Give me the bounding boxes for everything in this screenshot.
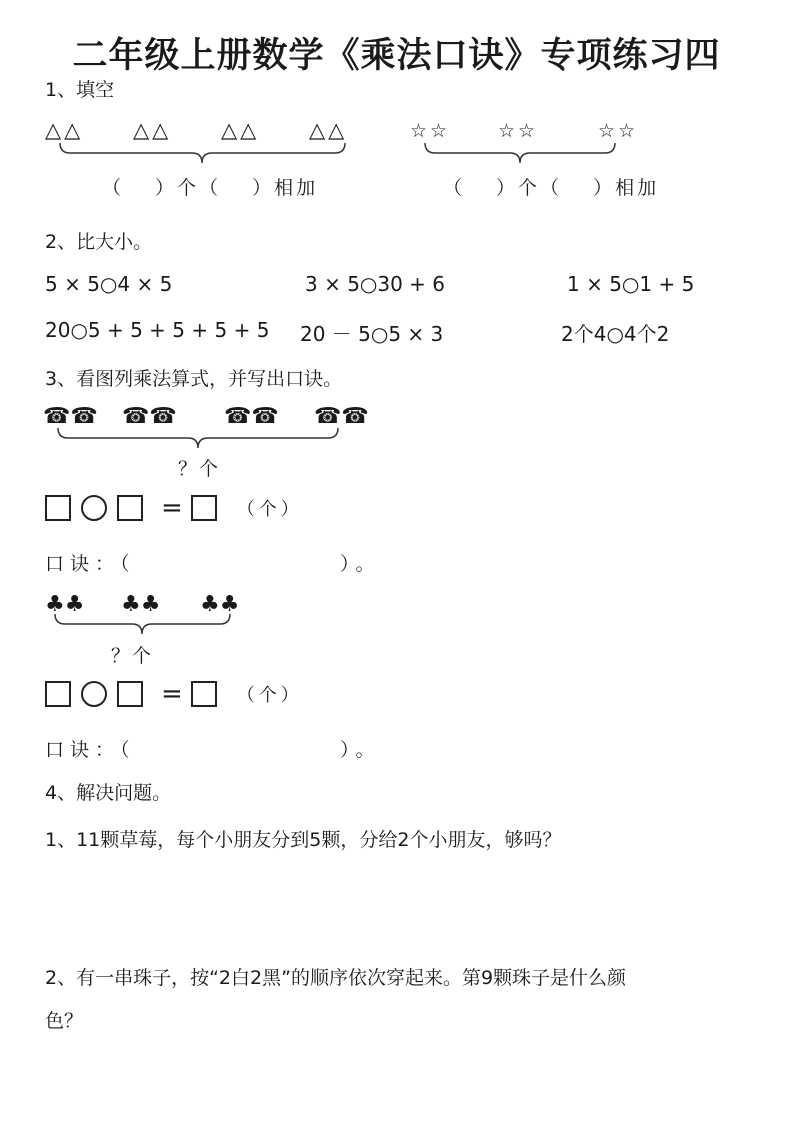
compare-1[interactable]: 5 × 5○4 × 5 (45, 272, 173, 296)
problem-1: 1、11颗草莓，每个小朋友分到5颗，分给2个小朋友，够吗？ (45, 829, 562, 851)
triangle-group-1: △△ (45, 118, 84, 142)
triangle-group-2: △△ (133, 118, 172, 142)
brace-triangles (60, 143, 345, 167)
phone-group-1: ☎☎ (43, 404, 98, 429)
triangle-group-4: △△ (309, 118, 348, 142)
brace-clubs (55, 614, 230, 638)
compare-6[interactable]: 2个4○4个2 (561, 322, 670, 346)
result-box-1[interactable] (191, 495, 217, 521)
phone-group-2: ☎☎ (122, 404, 177, 429)
result-box-2[interactable] (191, 681, 217, 707)
club-group-3: ♣♣ (200, 592, 240, 617)
section-4-heading: 4、解决问题。 (45, 782, 172, 804)
answer-box-1a[interactable] (45, 495, 71, 521)
compare-5[interactable]: 20 － 5○5 × 3 (300, 322, 444, 346)
operator-circle-1[interactable] (81, 495, 107, 521)
compare-4[interactable]: 20○5 + 5 + 5 + 5 + 5 (45, 318, 270, 342)
problem-2-line-2: 色？ (45, 1010, 84, 1032)
operator-circle-2[interactable] (81, 681, 107, 707)
phone-question: ？个 (178, 458, 221, 480)
section-1-heading: 1、填空 (45, 79, 115, 101)
formula-2 (45, 681, 303, 707)
phone-group-4: ☎☎ (314, 404, 369, 429)
answer-box-2a[interactable] (45, 681, 71, 707)
club-question: ？个 (111, 645, 154, 667)
answer-box-2b[interactable] (117, 681, 143, 707)
equals-sign-1: = (161, 493, 183, 523)
star-group-2: ☆☆ (498, 120, 539, 142)
blank-triangles[interactable]: （ ）个（ ）相加 (102, 177, 319, 199)
section-3-heading: 3、看图列乘法算式，并写出口诀。 (45, 368, 343, 390)
section-2-heading: 2、比大小。 (45, 231, 153, 253)
koujue-close-1: ）。 (340, 553, 381, 575)
page-title: 二年级上册数学《乘法口诀》专项练习四 (72, 36, 721, 76)
koujue-close-2: ）。 (340, 739, 381, 761)
koujue-label-1: 口诀：（ (45, 553, 136, 575)
brace-phones (58, 428, 338, 452)
phone-group-3: ☎☎ (224, 404, 279, 429)
club-group-1: ♣♣ (45, 592, 85, 617)
formula-1 (45, 495, 303, 521)
star-group-1: ☆☆ (410, 120, 451, 142)
compare-2[interactable]: 3 × 5○30 + 6 (305, 272, 446, 296)
triangle-group-3: △△ (221, 118, 260, 142)
equals-sign-2: = (161, 679, 183, 709)
star-group-3: ☆☆ (598, 120, 639, 142)
unit-label-1: （个） (236, 499, 303, 520)
club-group-2: ♣♣ (121, 592, 161, 617)
blank-stars[interactable]: （ ）个（ ）相加 (443, 177, 660, 199)
unit-label-2: （个） (236, 685, 303, 706)
problem-2-line-1: 2、有一串珠子，按“2白2黑”的顺序依次穿起来。第9颗珠子是什么颜 (45, 967, 627, 989)
brace-stars (425, 143, 615, 167)
answer-box-1b[interactable] (117, 495, 143, 521)
koujue-label-2: 口诀：（ (45, 739, 136, 761)
compare-3[interactable]: 1 × 5○1 + 5 (567, 272, 695, 296)
